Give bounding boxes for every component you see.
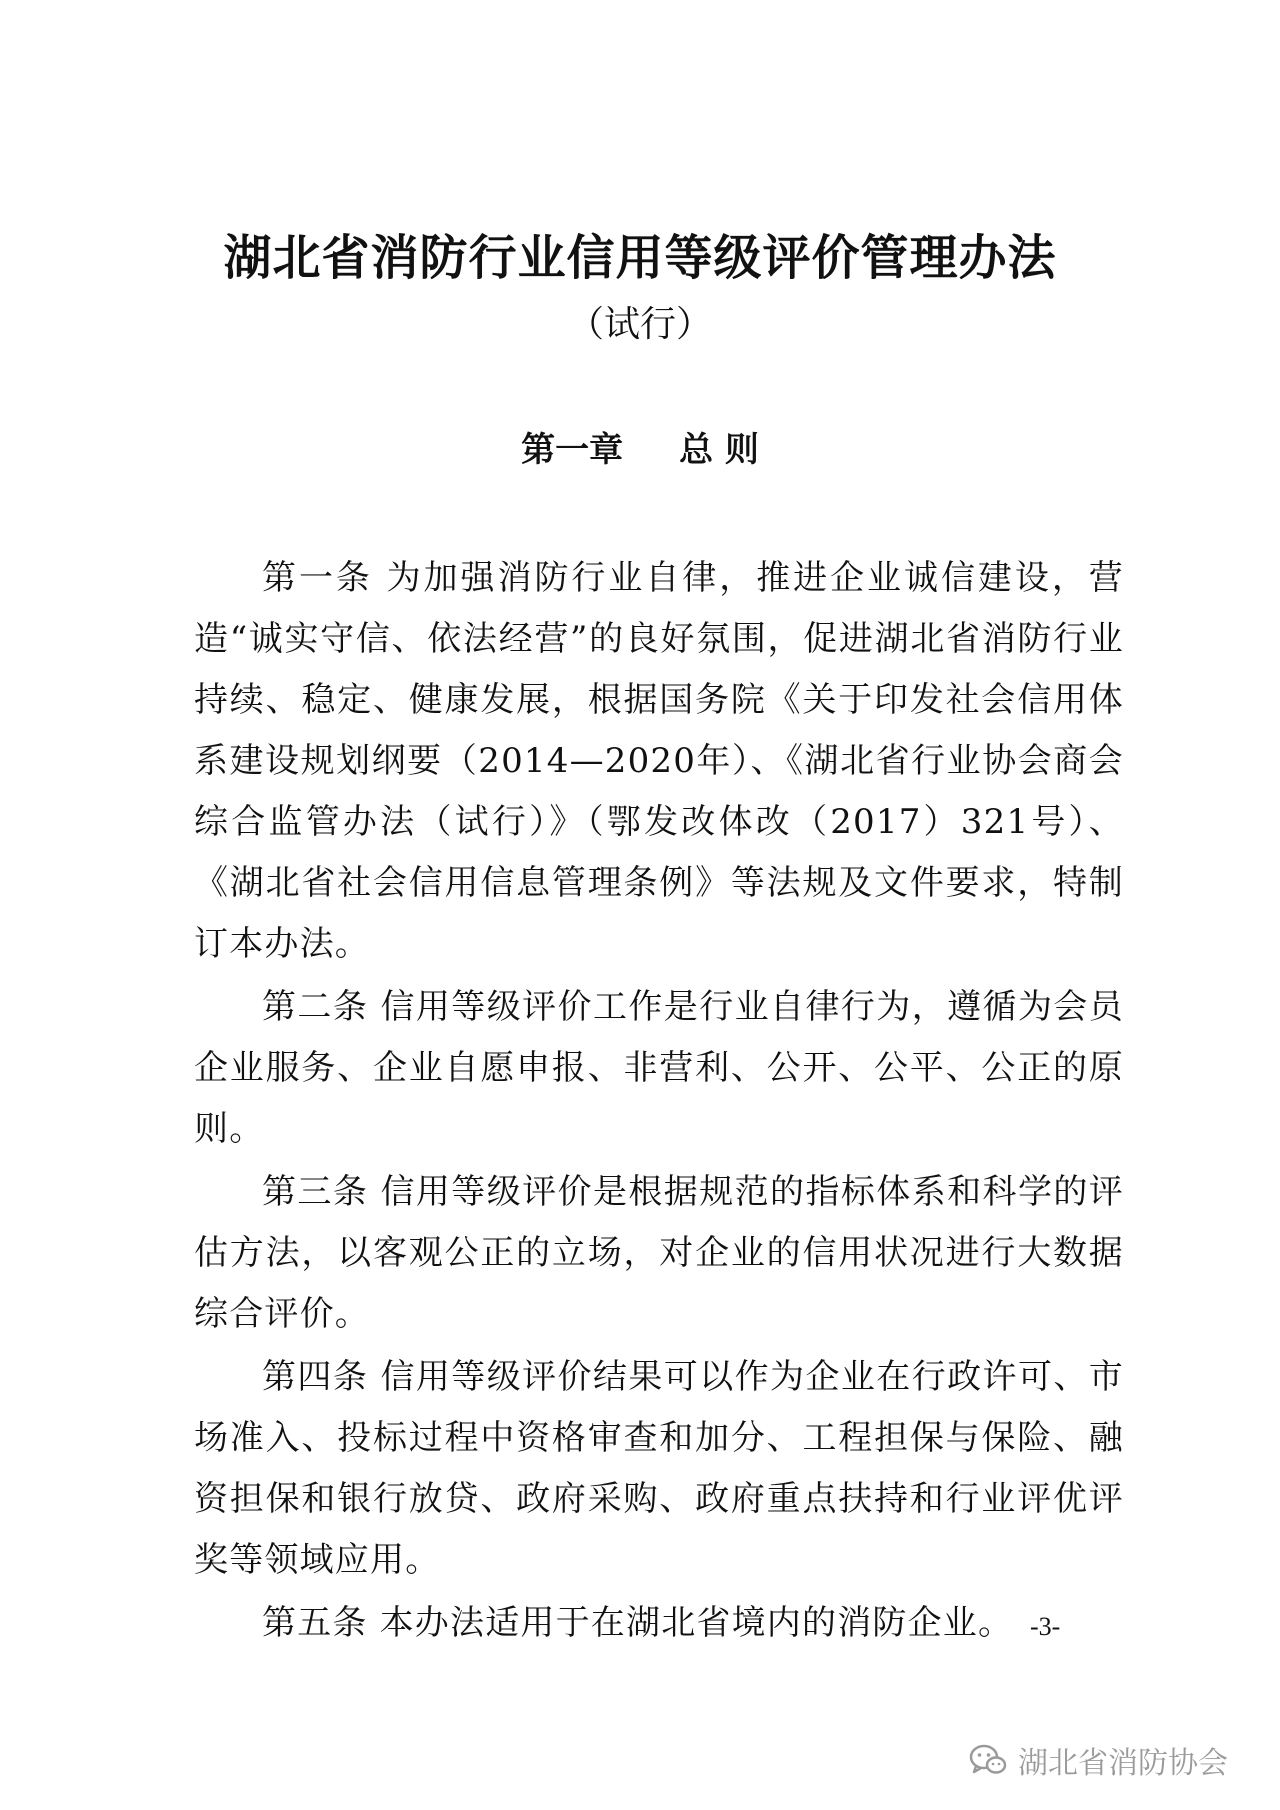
page-number: -3- xyxy=(1030,1612,1061,1641)
wechat-icon xyxy=(968,1740,1008,1780)
watermark xyxy=(968,1738,1228,1782)
article-1: 第一条 为加强消防行业自律，推进企业诚信建设，营造“诚实守信、依法经营”的良好氛围，促进湖北省消防行业持续、稳定、健康发展，根据国务院《关于印发社会信用体系建设规划纲要（2014—2020年）、《湖北省行业协会商会综合监管办法（试行）》（鄂发改体改（2017）321号）、《湖北省社会信用信息管理条例》等法规及文件要求，特制订本办法。 xyxy=(194,558,1124,964)
chapter-number: 第一章 xyxy=(521,430,624,470)
article-5: 第五条 本办法适用于在湖北省境内的消防企业。 xyxy=(262,1603,1014,1643)
article-4: 第四条 信用等级评价结果可以作为企业在行政许可、市场准入、投标过程中资格审查和加分、工程担保与保险、融资担保和银行放贷、政府采购、政府重点扶持和行业评优评奖等领域应用。 xyxy=(194,1357,1124,1580)
article-3: 第三条 信用等级评价是根据规范的指标体系和科学的评估方法，以客观公正的立场，对企业的信用状况进行大数据综合评价。 xyxy=(194,1172,1124,1334)
document-title: 湖北省消防行业信用等级评价管理办法 xyxy=(223,230,1057,286)
chapter-name: 总 则 xyxy=(679,430,759,470)
document-body xyxy=(194,548,1124,1656)
watermark-text: 湖北省消防协会 xyxy=(1018,1746,1228,1781)
chapter-heading xyxy=(0,425,1280,475)
article-2: 第二条 信用等级评价工作是行业自律行为，遵循为会员企业服务、企业自愿申报、非营利、公开、公平、公正的原则。 xyxy=(194,987,1124,1149)
document-subtitle: （试行） xyxy=(567,304,712,345)
